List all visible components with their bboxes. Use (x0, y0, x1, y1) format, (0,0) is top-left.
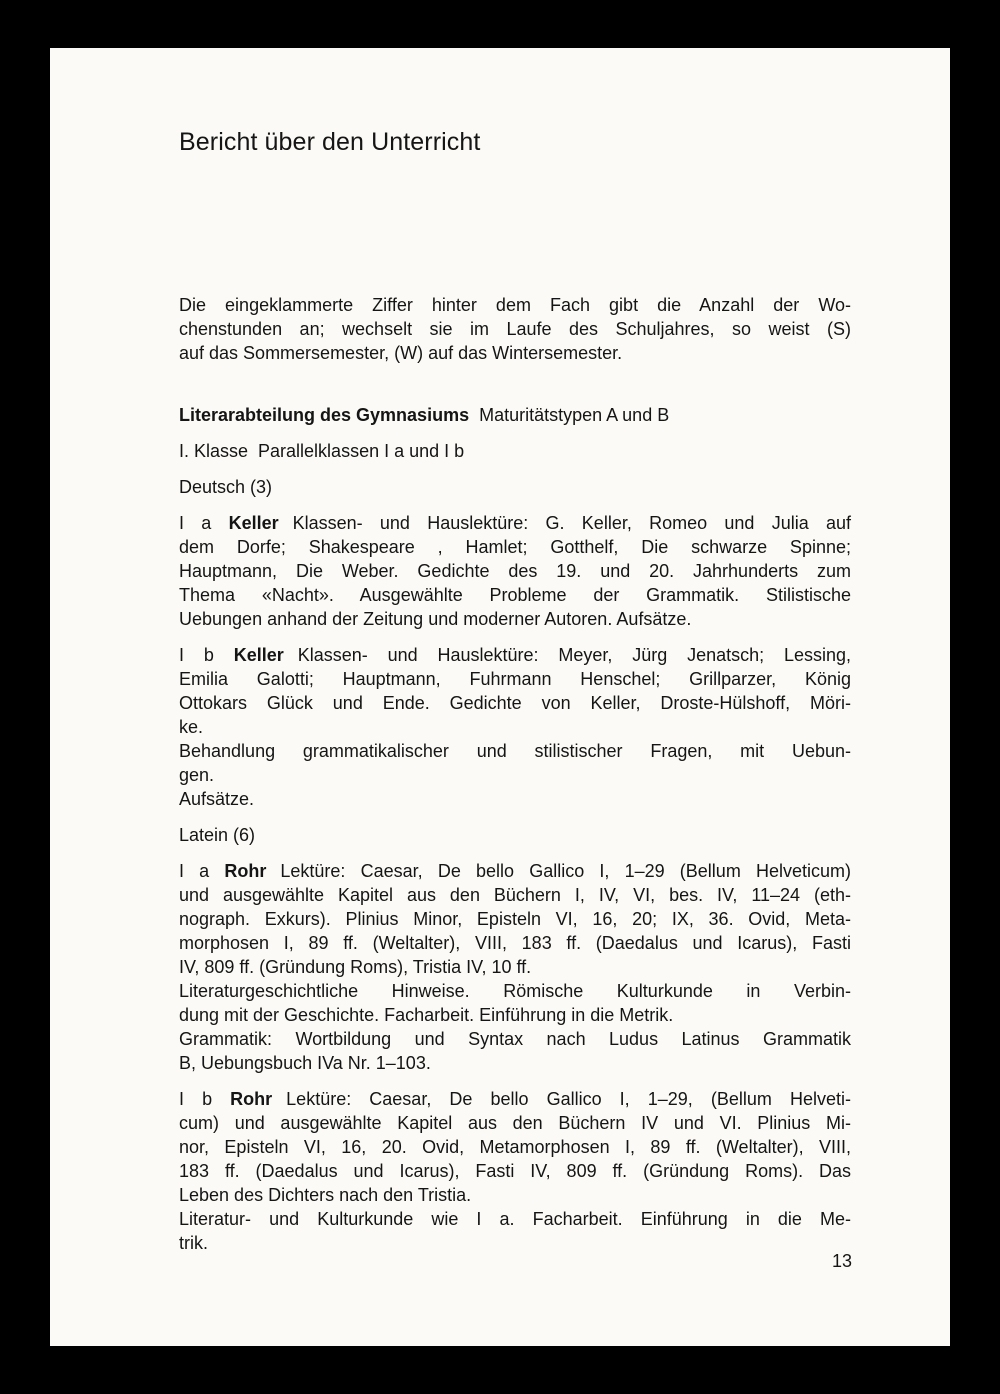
text-line: Ottokars Glück und Ende. Gedichte von Keller, Droste-Hülshoff, Möri- (179, 693, 851, 713)
subject-heading-latein: Latein (6) (179, 825, 256, 845)
division-name: Literarabteilung des Gymnasiums (179, 405, 470, 425)
text-line: dung mit der Geschichte. Facharbeit. Einführung in die Metrik. (179, 1005, 674, 1025)
subject-heading-deutsch: Deutsch (3) (179, 477, 273, 497)
text-line: morphosen I, 89 ff. (Weltalter), VIII, 183 ff. (Daedalus und Icarus), Fasti (179, 933, 851, 953)
text-line: Die eingeklammerte Ziffer hinter dem Fach gibt die Anzahl der Wo- (179, 295, 851, 315)
page-title: Bericht über den Unterricht (179, 128, 481, 156)
teacher-name: Rohr (230, 1089, 273, 1109)
division-heading (179, 403, 851, 427)
text-line: cum) und ausgewählte Kapitel aus den Büchern IV und VI. Plinius Mi- (179, 1113, 851, 1133)
intro-paragraph (179, 293, 851, 365)
text-line: Emilia Galotti; Hauptmann, Fuhrmann Henschel; Grillparzer, König (179, 669, 851, 689)
text-line: IV, 809 ff. (Gründung Roms), Tristia IV, 10 ff. (179, 957, 532, 977)
text-line: 183 ff. (Daedalus und Icarus), Fasti IV, 809 ff. (Gründung Roms). Das (179, 1161, 851, 1181)
text-line: und ausgewählte Kapitel aus den Büchern I, IV, VI, bes. IV, 11–24 (eth- (179, 885, 851, 905)
text-line: gen. (179, 765, 215, 785)
text-line: Thema «Nacht». Ausgewählte Probleme der Grammatik. Stilistische (179, 585, 851, 605)
class-code: I a (179, 861, 210, 881)
latein-ia-entry (179, 859, 851, 1075)
text-line: Uebungen anhand der Zeitung und moderner Autoren. Aufsätze. (179, 609, 692, 629)
text-line: Leben des Dichters nach den Tristia. (179, 1185, 472, 1205)
class-heading (179, 439, 851, 463)
document-page (50, 48, 950, 1346)
text-line: Literatur- und Kulturkunde wie I a. Facharbeit. Einführung in die Me- (179, 1209, 851, 1229)
text-line: I b Keller Klassen- und Hauslektüre: Meyer, Jürg Jenatsch; Lessing, (179, 645, 851, 665)
text-line: I a Rohr Lektüre: Caesar, De bello Gallico I, 1–29 (Bellum Helveticum) (179, 861, 852, 881)
text-line: nograph. Exkurs). Plinius Minor, Episteln VI, 16, 20; IX, 36. Ovid, Meta- (179, 909, 851, 929)
text-line: I a Keller Klassen- und Hauslektüre: G. Keller, Romeo und Julia auf (179, 513, 852, 533)
page-body (179, 293, 851, 1255)
teacher-name: Keller (233, 645, 284, 665)
teacher-name: Keller (228, 513, 279, 533)
text-line: B, Uebungsbuch IVa Nr. 1–103. (179, 1053, 431, 1073)
text-line: chenstunden an; wechselt sie im Laufe des Schuljahres, so weist (S) (179, 319, 851, 339)
deutsch-ib-entry (179, 643, 851, 811)
parallel-classes: Parallelklassen I a und I b (258, 441, 465, 461)
page-number: 13 (831, 1251, 852, 1271)
text-line: Aufsätze. (179, 789, 255, 809)
teacher-name: Rohr (224, 861, 267, 881)
deutsch-ia-entry (179, 511, 851, 631)
text-line: Literaturgeschichtliche Hinweise. Römische Kulturkunde in Verbin- (179, 981, 851, 1001)
class-code: I b (179, 645, 214, 665)
text-line: dem Dorfe; Shakespeare , Hamlet; Gotthelf, Die schwarze Spinne; (179, 537, 851, 557)
text-line: ke. (179, 717, 204, 737)
division-types: Maturitätstypen A und B (479, 405, 670, 425)
latein-ib-entry (179, 1087, 851, 1255)
text-line: auf das Sommersemester, (W) auf das Wintersemester. (179, 343, 623, 363)
text-line: Behandlung grammatikalischer und stilistischer Fragen, mit Uebun- (179, 741, 851, 761)
text-line: nor, Episteln VI, 16, 20. Ovid, Metamorphosen I, 89 ff. (Weltalter), VIII, (179, 1137, 851, 1157)
text-line: Hauptmann, Die Weber. Gedichte des 19. und 20. Jahrhunderts zum (179, 561, 851, 581)
text-line: trik. (179, 1233, 208, 1253)
class-code: I b (179, 1089, 213, 1109)
class-code: I a (179, 513, 212, 533)
text-line: Grammatik: Wortbildung und Syntax nach Ludus Latinus Grammatik (179, 1029, 851, 1049)
class-label: I. Klasse (179, 441, 249, 461)
text-line: I b Rohr Lektüre: Caesar, De bello Gallico I, 1–29, (Bellum Helveti- (179, 1089, 851, 1109)
